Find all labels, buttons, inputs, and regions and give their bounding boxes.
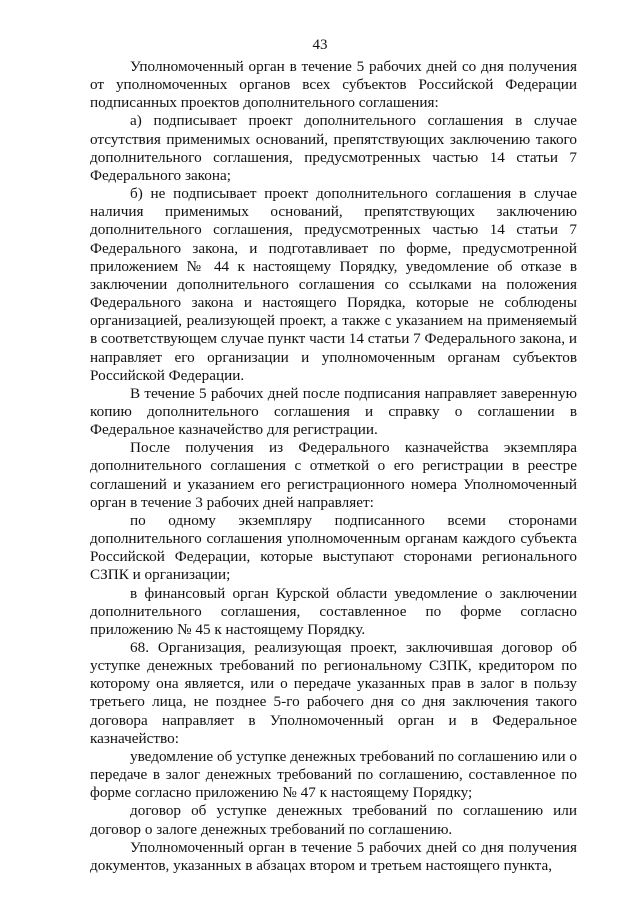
paragraph-final: Уполномоченный орган в течение 5 рабочих дней со дня получения документов, указанных в абзацах втором и третьем настоящего пункта, [90, 838, 577, 874]
paragraph-68: 68. Организация, реализующая проект, заключившая договор об уступке денежных требований по региональному СЗПК, кредитором по которому она является, или о передаче указанных прав в залог в пользу третьего лица, не позднее 5-го рабочего дня со дня заключения такого договора направляет в Уполномоченный орган и в Федеральное казначейство: [90, 639, 577, 747]
paragraph-finance-notice: в финансовый орган Курской области уведомление о заключении дополнительного соглашения, составленное по форме согласно приложению № 45 к настоящему Порядку. [90, 584, 577, 638]
paragraph-copies: по одному экземпляру подписанного всеми сторонами дополнительного соглашения уполномоченным органам каждого субъекта Российской Федерации, которые выступают сторонами регионального СЗПК и организации; [90, 511, 577, 584]
paragraph-after-registration: После получения из Федерального казначейства экземпляра дополнительного соглашения с отметкой о его регистрации в реестре соглашений и указанием его регистрационного номера Уполномоченный орган в течение 3 рабочих дней направляет: [90, 439, 577, 511]
paragraph-assignment-notice: уведомление об уступке денежных требований по соглашению или о передаче в залог денежных требований по соглашению, составленное по форме согласно приложению № 47 к настоящему Порядку; [90, 747, 577, 802]
paragraph-intro: Уполномоченный орган в течение 5 рабочих дней со дня получения от уполномоченных органов всех субъектов Российской Федерации подписанных проектов дополнительного соглашения: [90, 58, 577, 112]
paragraph-registration: В течение 5 рабочих дней после подписания направляет заверенную копию дополнительного соглашения и справку о соглашении в Федеральное казначейство для регистрации. [90, 384, 577, 439]
paragraph-item-b: б) не подписывает проект дополнительного соглашения в случае наличия применимых оснований, препятствующих заключению дополнительного соглашения, предусмотренных частью 14 статьи 7 Федерального закона, и подготавливает по форме, предусмотренной приложением № 44 к настоящему Порядку, уведомление об отказе в заключении дополнительного соглашения со ссылками на положения Федерального закона и настоящего Порядка, которые не соблюдены организацией, реализующей проект, а также с указанием на применяемый в соответствующем случае пункт части 14 статьи 7 Федерального закона, и направляет его организации и уполномоченным органам субъектов Российской Федерации. [90, 185, 578, 384]
page-number: 43 [312, 37, 328, 53]
paragraph-assignment-contract: договор об уступке денежных требований по соглашению или договор о залоге денежных требований по соглашению. [90, 802, 577, 838]
document-body [90, 58, 577, 875]
paragraph-item-a: а) подписывает проект дополнительного соглашения в случае отсутствия применимых оснований, препятствующих заключению такого дополнительного соглашения, предусмотренных частью 14 статьи 7 Федерального закона; [90, 112, 577, 184]
